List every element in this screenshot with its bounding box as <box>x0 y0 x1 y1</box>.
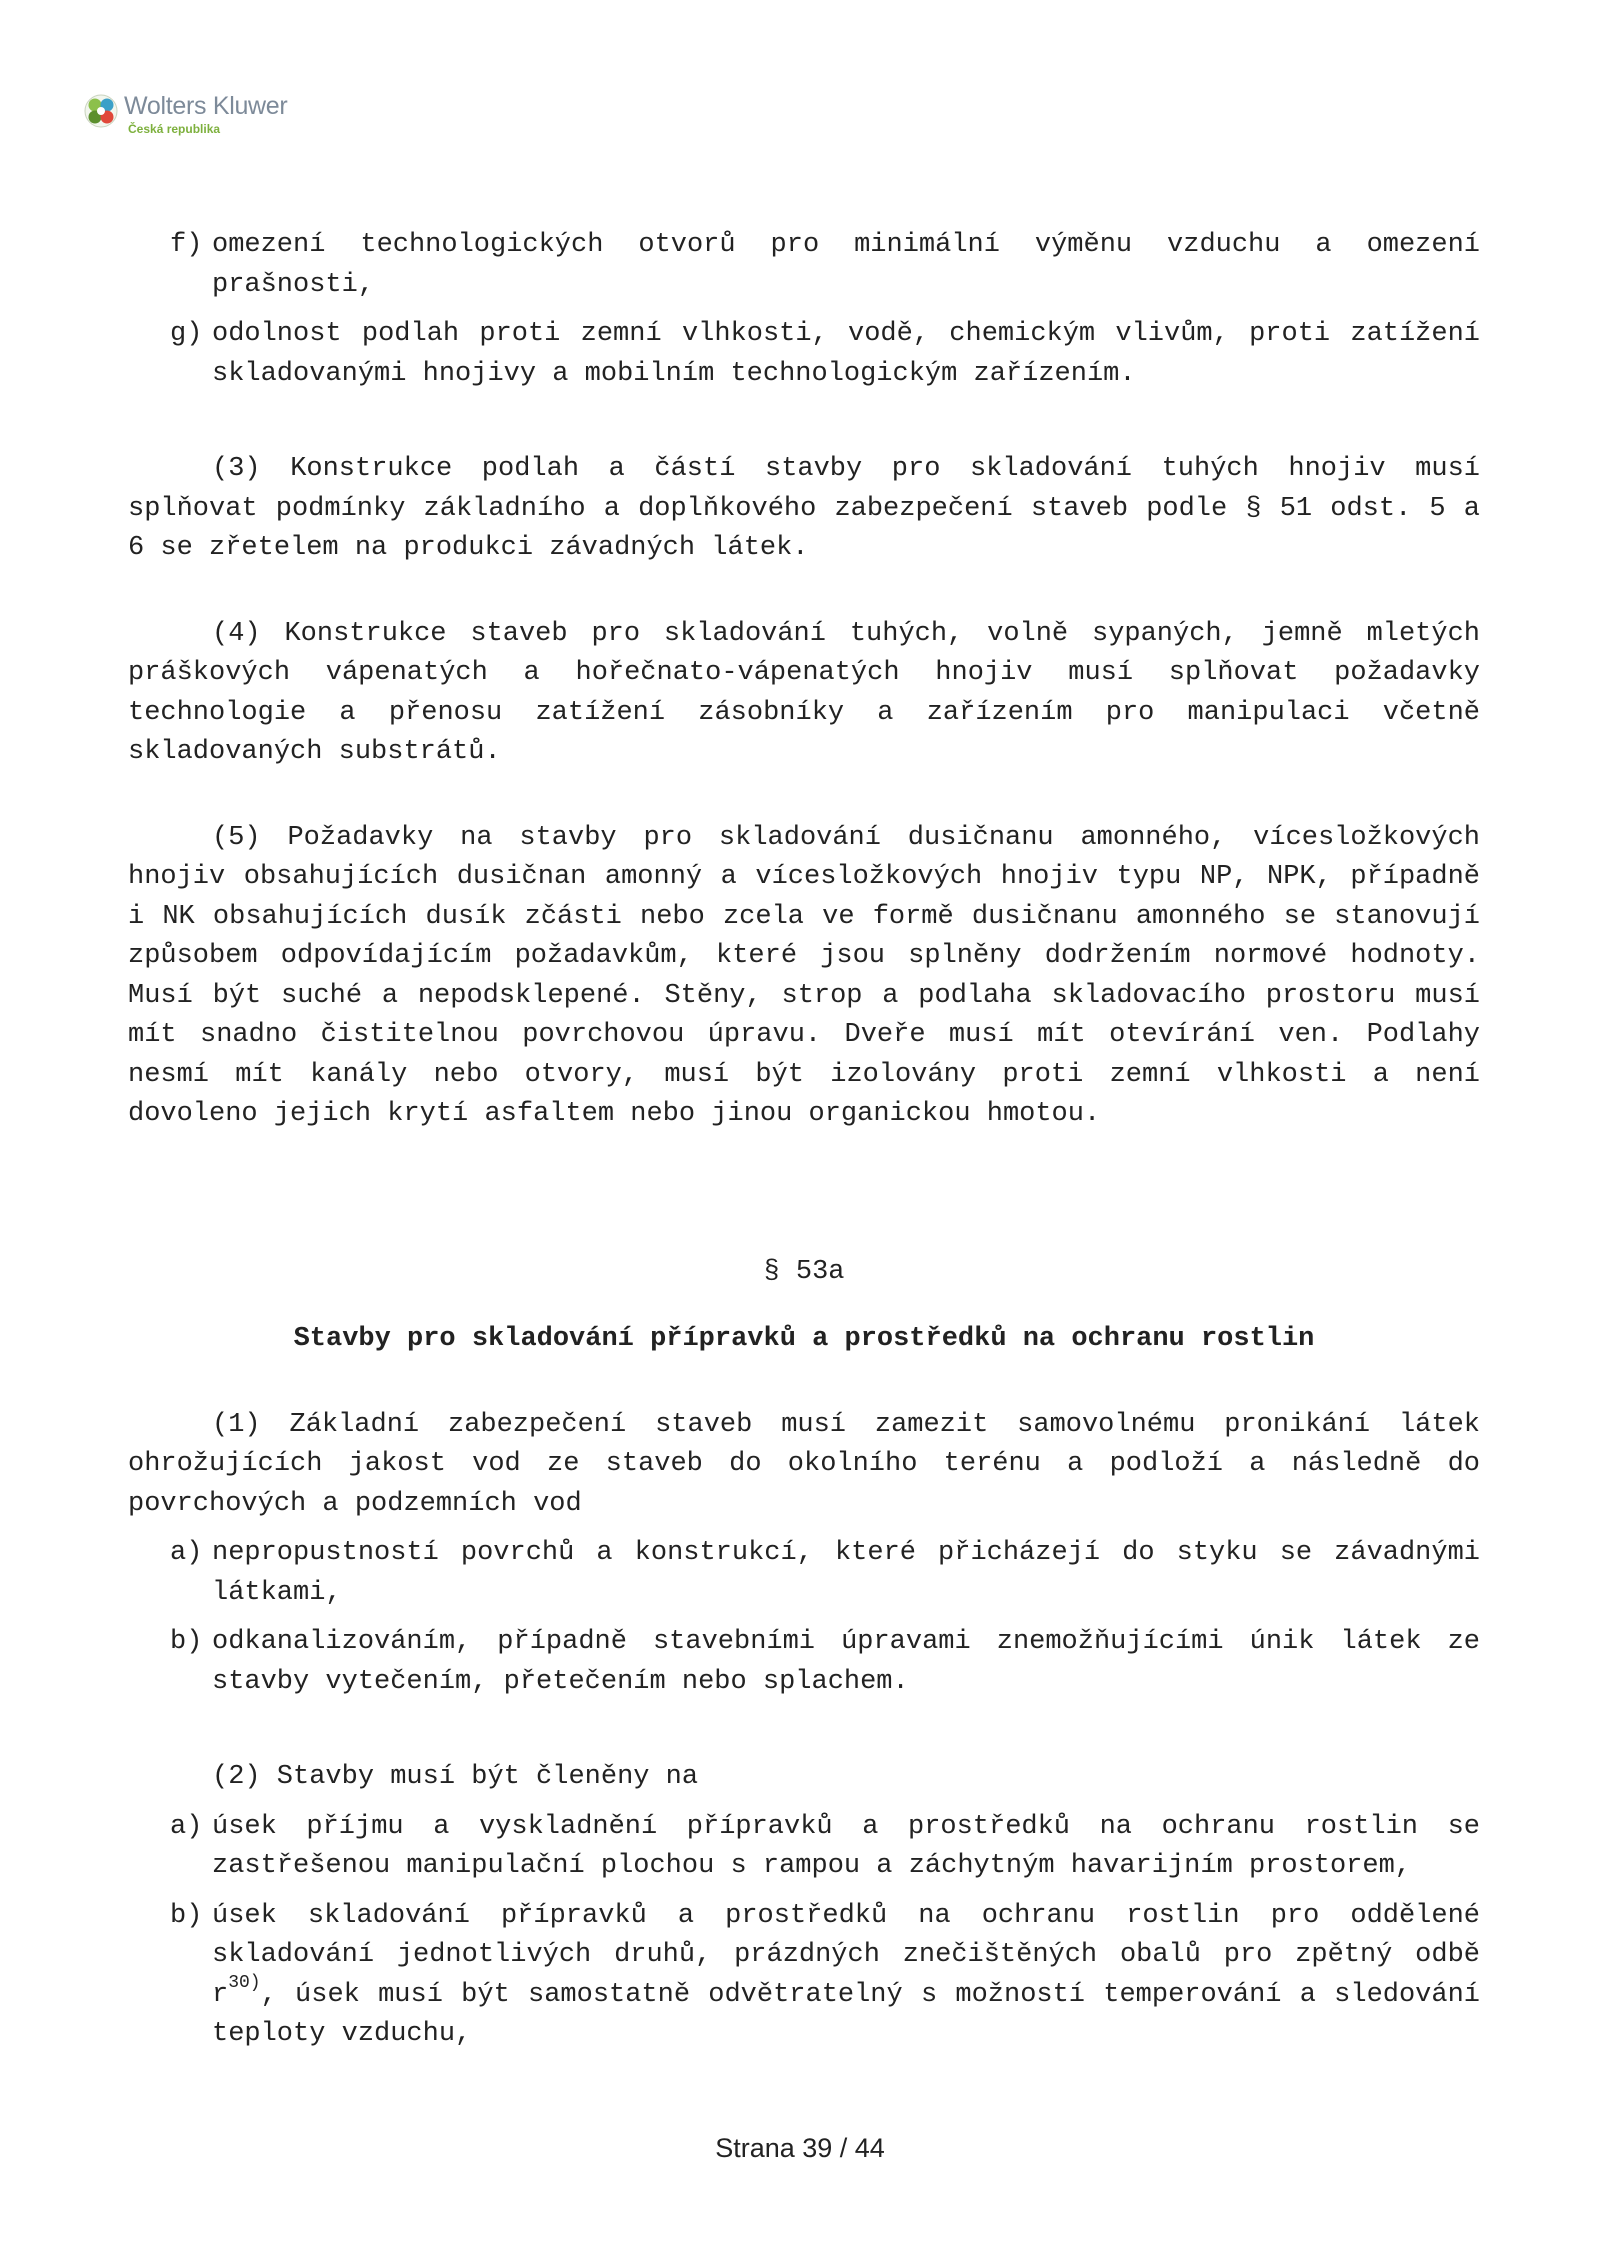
paragraph-5: (5) Požadavky na stavby pro skladování dusičnanu amonného, vícesložkových hnojiv obsahujících dusičnan amonný a vícesložkových hnojiv typu NP, NPK, případně i NK obsahujících dusík zčásti nebo zcela ve formě dusičnanu amonného se stanovují způsobem odpovídajícím požadavkům, které jsou splněny dodržením normové hodnoty. Musí být suché a nepodsklepené. Stěny, strop a podlaha skladovacího prostoru musí mít snadno čistitelnou povrchovou úpravu. Dveře musí mít otevírání ven. Podlahy nesmí mít kanály nebo otvory, musí být izolovány proti zemní vlhkosti a není dovoleno jejich krytí asfaltem nebo jinou organickou hmotou. <box>128 822 1480 1129</box>
list-item-g <box>128 315 1480 394</box>
list-item-text: úsek příjmu a vyskladnění přípravků a prostředků na ochranu rostlin se zastřešenou manipulační plochou s rampou a záchytným havarijním prostorem, <box>212 1811 1480 1881</box>
list-marker: g) <box>170 319 203 349</box>
logo-name: Wolters Kluwer <box>124 92 288 120</box>
list-marker: a) <box>170 1538 203 1568</box>
section-title: Stavby pro skladování přípravků a prostředků na ochranu rostlin <box>293 1324 1315 1354</box>
list-item-text: omezení technologických otvorů pro minimální výměnu vzduchu a omezení prašnosti, <box>212 230 1480 300</box>
list-marker: b) <box>170 1900 203 1931</box>
list-item-text-part: , úsek musí být samostatně odvětratelný s možností temperování a sledování teploty vzduchu, <box>212 1979 1480 2049</box>
section-number: § 53a <box>763 1256 845 1287</box>
list-item-b <box>128 1623 1480 1702</box>
list-marker: b) <box>170 1627 203 1657</box>
wolters-kluwer-logo-icon <box>84 94 118 128</box>
list-item-f <box>128 226 1480 305</box>
section-paragraph-2: (2) Stavby musí být členěny na <box>212 1762 699 1792</box>
list-marker: a) <box>170 1811 203 1842</box>
paragraph-4: (4) Konstrukce staveb pro skladování tuhých, volně sypaných, jemně mletých práškových vápenatých a hořečnato-vápenatých hnojiv musí splňovat požadavky technologie a přenosu zatížení zásobníky a zařízením pro manipulaci včetně skladovaných substrátů. <box>128 618 1480 767</box>
list-item-text <box>212 1901 1480 2050</box>
document-body <box>128 226 1480 2065</box>
list-item-text: odolnost podlah proti zemní vlhkosti, vodě, chemickým vlivům, proti zatížení skladovanými hnojivy a mobilním technologickým zařízením. <box>212 319 1480 389</box>
list-item-text: nepropustností povrchů a konstrukcí, které přicházejí do styku se závadnými látkami, <box>212 1538 1480 1608</box>
list-item-a <box>128 1808 1480 1887</box>
list-item-a <box>128 1534 1480 1613</box>
footnote-reference[interactable]: 30) <box>228 1972 261 1993</box>
list-item-text-part: úsek skladování přípravků a prostředků na ochranu rostlin pro oddělené skladování jednotlivých druhů, prázdných znečištěných obalů pro zpětný odbě r <box>212 1900 1480 2010</box>
page-number: Strana 39 / 44 <box>715 2133 885 2163</box>
paragraph-3: (3) Konstrukce podlah a částí stavby pro skladování tuhých hnojiv musí splňovat podmínky základního a doplňkového zabezpečení staveb podle § 51 odst. 5 a 6 se zřetelem na produkci závadných látek. <box>128 454 1480 563</box>
list-item-text: odkanalizováním, případně stavebními úpravami znemožňujícími únik látek ze stavby vytečením, přetečením nebo splachem. <box>212 1627 1480 1697</box>
list-marker: f) <box>170 230 203 260</box>
publisher-logo <box>84 92 324 140</box>
logo-subtitle: Česká republika <box>128 122 221 136</box>
list-item-b <box>128 1897 1480 2055</box>
section-paragraph-1: (1) Základní zabezpečení staveb musí zamezit samovolnému pronikání látek ohrožujících jakost vod ze staveb do okolního terénu a podloží a následně do povrchových a podzemních vod <box>128 1409 1480 1519</box>
